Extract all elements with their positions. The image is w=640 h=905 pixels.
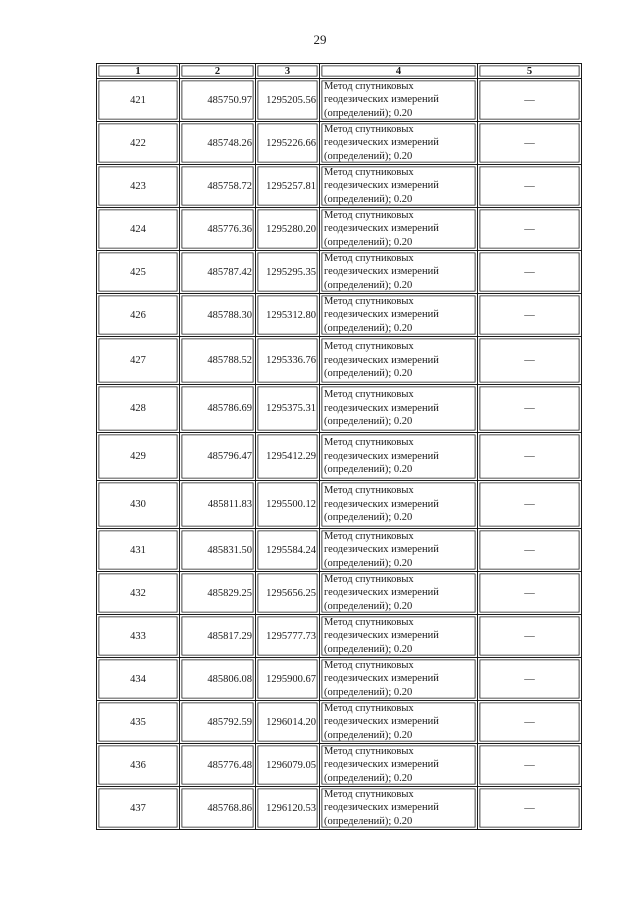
table-row	[97, 251, 582, 294]
y-coordinate-cell: 1295312.80	[256, 294, 320, 337]
method-line-3: (определений); 0.20	[324, 368, 413, 380]
x-coordinate-cell: 485806.08	[180, 658, 256, 701]
header-col-3: 3	[256, 64, 320, 79]
method-line-2: геодезических измерений	[324, 587, 439, 599]
point-number-cell: 433	[97, 615, 180, 658]
table-row	[97, 615, 582, 658]
note-cell: —	[478, 572, 582, 615]
method-cell	[320, 251, 478, 294]
x-coordinate-cell: 485758.72	[180, 165, 256, 208]
method-line-3: (определений); 0.20	[324, 322, 413, 334]
table-row	[97, 433, 582, 481]
method-line-2: геодезических измерений	[324, 223, 439, 235]
method-line-1: Метод спутниковых	[324, 389, 414, 401]
method-line-1: Метод спутниковых	[324, 530, 414, 542]
y-coordinate-cell: 1295656.25	[256, 572, 320, 615]
y-coordinate-cell: 1296120.53	[256, 787, 320, 830]
table-row	[97, 165, 582, 208]
method-line-1: Метод спутниковых	[324, 788, 414, 800]
method-cell	[320, 787, 478, 830]
table-row	[97, 572, 582, 615]
method-cell	[320, 572, 478, 615]
table-row	[97, 529, 582, 572]
method-line-1: Метод спутниковых	[324, 437, 414, 449]
method-line-2: геодезических измерений	[324, 354, 439, 366]
method-line-2: геодезических измерений	[324, 266, 439, 278]
y-coordinate-cell: 1295226.66	[256, 122, 320, 165]
note-cell: —	[478, 787, 582, 830]
point-number-cell: 423	[97, 165, 180, 208]
point-number-cell: 436	[97, 744, 180, 787]
method-cell	[320, 79, 478, 122]
point-number-cell: 421	[97, 79, 180, 122]
method-line-2: геодезических измерений	[324, 137, 439, 149]
note-cell: —	[478, 658, 582, 701]
method-cell	[320, 615, 478, 658]
method-line-3: (определений); 0.20	[324, 150, 413, 162]
x-coordinate-cell: 485776.36	[180, 208, 256, 251]
table-row	[97, 787, 582, 830]
method-cell	[320, 337, 478, 385]
page-number: 29	[313, 32, 327, 47]
method-line-1: Метод спутниковых	[324, 485, 414, 497]
method-line-3: (определений); 0.20	[324, 193, 413, 205]
method-line-1: Метод спутниковых	[324, 659, 414, 671]
note-cell: —	[478, 122, 582, 165]
point-number-cell: 435	[97, 701, 180, 744]
method-line-3: (определений); 0.20	[324, 729, 413, 741]
y-coordinate-cell: 1295900.67	[256, 658, 320, 701]
point-number-cell: 428	[97, 385, 180, 433]
table-row	[97, 122, 582, 165]
note-cell: —	[478, 529, 582, 572]
method-cell	[320, 208, 478, 251]
coordinates-table	[96, 63, 582, 830]
note-cell: —	[478, 701, 582, 744]
method-line-1: Метод спутниковых	[324, 166, 414, 178]
table-row	[97, 658, 582, 701]
method-line-1: Метод спутниковых	[324, 123, 414, 135]
note-cell: —	[478, 79, 582, 122]
method-line-3: (определений); 0.20	[324, 557, 413, 569]
y-coordinate-cell: 1295584.24	[256, 529, 320, 572]
point-number-cell: 427	[97, 337, 180, 385]
method-line-1: Метод спутниковых	[324, 745, 414, 757]
method-line-3: (определений); 0.20	[324, 512, 413, 524]
point-number-cell: 431	[97, 529, 180, 572]
y-coordinate-cell: 1295375.31	[256, 385, 320, 433]
method-line-3: (определений); 0.20	[324, 600, 413, 612]
method-line-2: геодезических измерений	[324, 94, 439, 106]
method-line-2: геодезических измерений	[324, 180, 439, 192]
point-number-cell: 424	[97, 208, 180, 251]
table-body	[97, 79, 582, 830]
method-line-3: (определений); 0.20	[324, 236, 413, 248]
method-line-2: геодезических измерений	[324, 402, 439, 414]
point-number-cell: 425	[97, 251, 180, 294]
method-line-1: Метод спутниковых	[324, 295, 414, 307]
method-line-1: Метод спутниковых	[324, 341, 414, 353]
note-cell: —	[478, 433, 582, 481]
note-cell: —	[478, 294, 582, 337]
coordinates-table-wrapper	[96, 63, 581, 830]
y-coordinate-cell: 1295205.56	[256, 79, 320, 122]
method-line-2: геодезических измерений	[324, 450, 439, 462]
x-coordinate-cell: 485792.59	[180, 701, 256, 744]
method-line-3: (определений); 0.20	[324, 416, 413, 428]
method-line-1: Метод спутниковых	[324, 252, 414, 264]
note-cell: —	[478, 251, 582, 294]
method-line-3: (определений); 0.20	[324, 279, 413, 291]
x-coordinate-cell: 485831.50	[180, 529, 256, 572]
method-line-3: (определений); 0.20	[324, 464, 413, 476]
note-cell: —	[478, 744, 582, 787]
x-coordinate-cell: 485788.52	[180, 337, 256, 385]
method-line-2: геодезических измерений	[324, 309, 439, 321]
method-line-1: Метод спутниковых	[324, 80, 414, 92]
method-line-1: Метод спутниковых	[324, 209, 414, 221]
table-row	[97, 294, 582, 337]
note-cell: —	[478, 337, 582, 385]
y-coordinate-cell: 1295295.35	[256, 251, 320, 294]
method-line-3: (определений); 0.20	[324, 772, 413, 784]
method-line-3: (определений); 0.20	[324, 686, 413, 698]
x-coordinate-cell: 485829.25	[180, 572, 256, 615]
point-number-cell: 430	[97, 481, 180, 529]
method-line-2: геодезических измерений	[324, 759, 439, 771]
y-coordinate-cell: 1295336.76	[256, 337, 320, 385]
method-line-3: (определений); 0.20	[324, 815, 413, 827]
method-cell	[320, 294, 478, 337]
method-line-2: геодезических измерений	[324, 544, 439, 556]
header-col-5: 5	[478, 64, 582, 79]
method-cell	[320, 385, 478, 433]
point-number-cell: 429	[97, 433, 180, 481]
method-line-3: (определений); 0.20	[324, 643, 413, 655]
note-cell: —	[478, 615, 582, 658]
method-line-1: Метод спутниковых	[324, 616, 414, 628]
method-line-1: Метод спутниковых	[324, 573, 414, 585]
table-row	[97, 79, 582, 122]
y-coordinate-cell: 1295500.12	[256, 481, 320, 529]
table-row	[97, 701, 582, 744]
header-col-1: 1	[97, 64, 180, 79]
note-cell: —	[478, 481, 582, 529]
method-cell	[320, 481, 478, 529]
method-cell	[320, 122, 478, 165]
y-coordinate-cell: 1296014.20	[256, 701, 320, 744]
method-line-2: геодезических измерений	[324, 802, 439, 814]
y-coordinate-cell: 1295777.73	[256, 615, 320, 658]
method-cell	[320, 433, 478, 481]
method-cell	[320, 165, 478, 208]
method-line-2: геодезических измерений	[324, 630, 439, 642]
y-coordinate-cell: 1295412.29	[256, 433, 320, 481]
method-line-2: геодезических измерений	[324, 716, 439, 728]
method-line-3: (определений); 0.20	[324, 107, 413, 119]
y-coordinate-cell: 1295280.20	[256, 208, 320, 251]
method-cell	[320, 529, 478, 572]
method-line-2: геодезических измерений	[324, 498, 439, 510]
method-cell	[320, 744, 478, 787]
x-coordinate-cell: 485750.97	[180, 79, 256, 122]
method-cell	[320, 701, 478, 744]
x-coordinate-cell: 485748.26	[180, 122, 256, 165]
header-col-2: 2	[180, 64, 256, 79]
y-coordinate-cell: 1296079.05	[256, 744, 320, 787]
x-coordinate-cell: 485787.42	[180, 251, 256, 294]
header-col-4: 4	[320, 64, 478, 79]
note-cell: —	[478, 385, 582, 433]
table-row	[97, 481, 582, 529]
method-line-1: Метод спутниковых	[324, 702, 414, 714]
x-coordinate-cell: 485817.29	[180, 615, 256, 658]
table-row	[97, 385, 582, 433]
note-cell: —	[478, 165, 582, 208]
method-cell	[320, 658, 478, 701]
x-coordinate-cell: 485788.30	[180, 294, 256, 337]
point-number-cell: 437	[97, 787, 180, 830]
point-number-cell: 434	[97, 658, 180, 701]
y-coordinate-cell: 1295257.81	[256, 165, 320, 208]
note-cell: —	[478, 208, 582, 251]
table-row	[97, 744, 582, 787]
point-number-cell: 426	[97, 294, 180, 337]
x-coordinate-cell: 485786.69	[180, 385, 256, 433]
x-coordinate-cell: 485796.47	[180, 433, 256, 481]
x-coordinate-cell: 485776.48	[180, 744, 256, 787]
table-row	[97, 208, 582, 251]
point-number-cell: 422	[97, 122, 180, 165]
x-coordinate-cell: 485768.86	[180, 787, 256, 830]
table-row	[97, 337, 582, 385]
method-line-2: геодезических измерений	[324, 673, 439, 685]
x-coordinate-cell: 485811.83	[180, 481, 256, 529]
table-header-row	[97, 64, 582, 79]
point-number-cell: 432	[97, 572, 180, 615]
